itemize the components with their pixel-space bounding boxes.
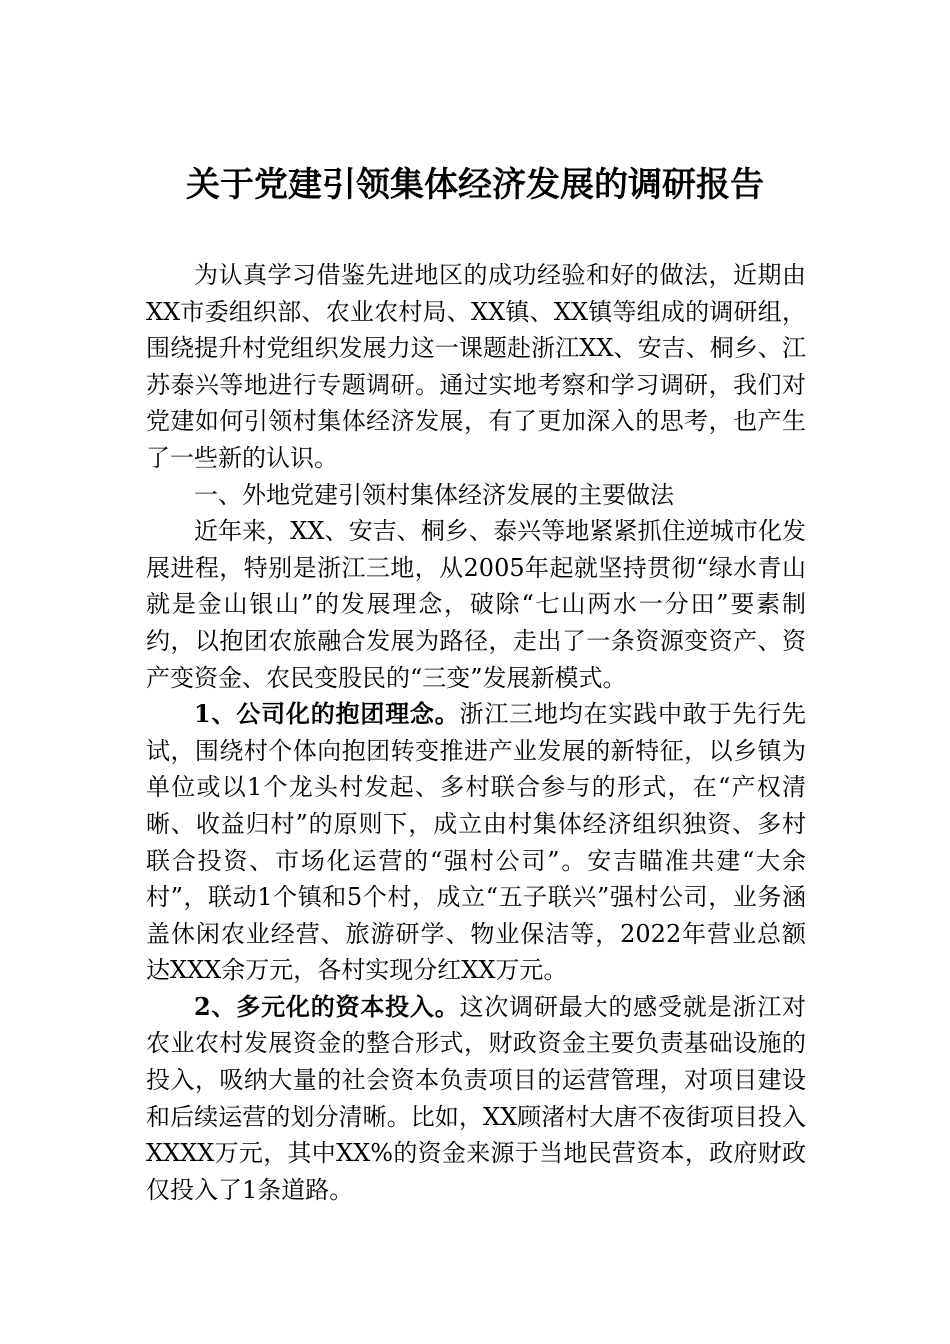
section-intro-paragraph: 近年来，XX、安吉、桐乡、泰兴等地紧紧抓住逆城市化发展进程，特别是浙江三地，从2005年起就坚持贯彻“绿水青山就是金山银山”的发展理念，破除“七山两水一分田”要素制约，以抱团农旅融合发展为路径，走出了一条资源变资产、资产变资金、农民变股民的“三变”发展新模式。 <box>146 517 806 692</box>
point-1-lead: 1、公司化的抱团理念。 <box>194 699 460 729</box>
point-2-lead: 2、多元化的资本投入。 <box>194 991 460 1021</box>
section-heading: 一、外地党建引领村集体经济发展的主要做法 <box>194 480 674 509</box>
document-title: 关于党建引领集体经济发展的调研报告 <box>186 165 764 205</box>
document-body <box>146 257 806 1208</box>
point-1-text: 浙江三地均在实践中敢于先行先试，围绕村个体向抱团转变推进产业发展的新特征，以乡镇为单位或以1个龙头村发起、多村联合参与的形式，在“产权清晰、收益归村”的原则下，成立由村集体经济组织独资、多村联合投资、市场化运营的“强村公司”。安吉瞄准共建“大余村”，联动1个镇和5个村，成立“五子联兴”强村公司，业务涵盖休闲农业经营、旅游研学、物业保洁等，2022年营业总额达XXX余万元，各村实现分红XX万元。 <box>146 700 806 985</box>
intro-paragraph: 为认真学习借鉴先进地区的成功经验和好的做法，近期由XX市委组织部、农业农村局、XX镇、XX镇等组成的调研组，围绕提升村党组织发展力这一课题赴浙江XX、安吉、桐乡、江苏泰兴等地进行专题调研。通过实地考察和学习调研，我们对党建如何引领村集体经济发展，有了更加深入的思考，也产生了一些新的认识。 <box>146 261 806 472</box>
point-2-text: 这次调研最大的感受就是浙江对农业农村发展资金的整合形式，财政资金主要负责基础设施的投入，吸纳大量的社会资本负责项目的运营管理，对项目建设和后续运营的划分清晰。比如，XX顾渚村大唐不夜街项目投入XXXX万元，其中XX%的资金来源于当地民营资本，政府财政仅投入了1条道路。 <box>146 992 806 1204</box>
point-1-paragraph <box>146 696 806 989</box>
point-2-paragraph <box>146 989 806 1209</box>
